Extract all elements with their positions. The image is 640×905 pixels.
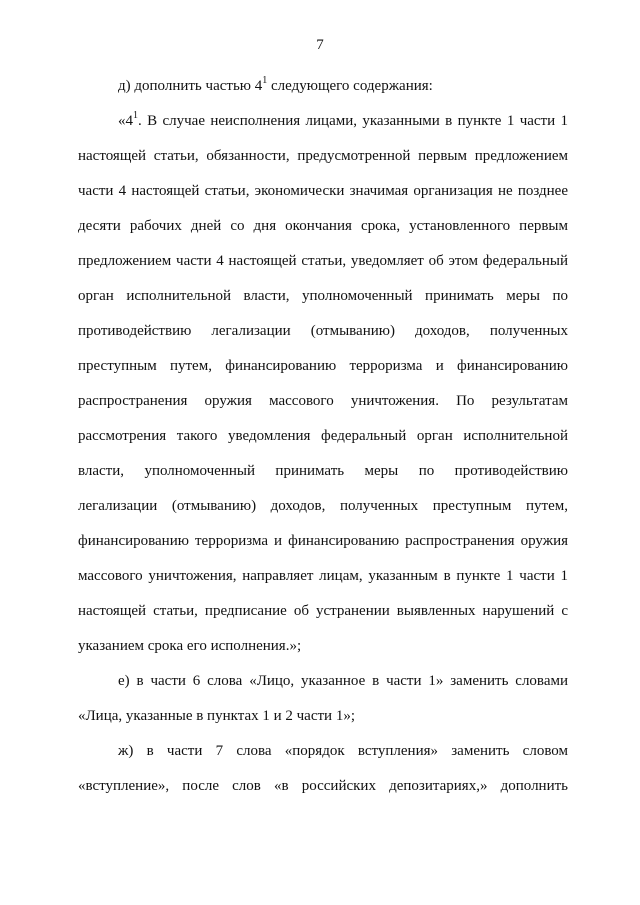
text-line: предложением части 4 настоящей статьи, уведомляет об этом федеральный	[78, 253, 568, 269]
superscript: 1	[133, 110, 138, 121]
paragraph-e-line-1: е) в части 6 слова «Лицо, указанное в части 1» заменить словами	[118, 673, 568, 689]
text-line: массового уничтожения, направляет лицам, указанным в пункте 1 части 1	[78, 568, 568, 584]
text-line: орган исполнительной власти, уполномоченный принимать меры по	[78, 288, 568, 304]
quote-start-text: «4	[118, 113, 133, 129]
paragraph-e-line-2: «Лица, указанные в пунктах 1 и 2 части 1»;	[78, 708, 355, 724]
text-line: преступным путем, финансированию терроризма и финансированию	[78, 358, 568, 374]
superscript: 1	[262, 75, 268, 86]
text-line: власти, уполномоченный принимать меры по противодействию	[78, 463, 568, 479]
text-line: финансированию терроризма и финансированию распространения оружия	[78, 533, 568, 549]
paragraph-d-intro-text: д) дополнить частью 4	[118, 78, 263, 94]
paragraph-zh-line-2: «вступление», после слов «в российских депозитариях,» дополнить	[78, 778, 568, 794]
paragraph-d-intro	[118, 77, 568, 95]
text-line: противодействию легализации (отмыванию) доходов, полученных	[78, 323, 568, 339]
paragraph-d-first-line	[118, 112, 568, 130]
text-line: десяти рабочих дней со дня окончания срока, установленного первым	[78, 218, 568, 234]
text-line: настоящей статьи, обязанности, предусмотренной первым предложением	[78, 148, 568, 164]
text-line-last: указанием срока его исполнения.»;	[78, 638, 302, 654]
paragraph-d-intro-text-end: следующего содержания:	[267, 78, 433, 94]
text-line: легализации (отмыванию) доходов, полученных преступным путем,	[78, 498, 568, 514]
text-line: рассмотрения такого уведомления федеральный орган исполнительной	[78, 428, 568, 444]
paragraph-d-first-line-text: . В случае неисполнения лицами, указанными в пункте 1 части 1	[138, 113, 568, 129]
paragraph-zh-line-1: ж) в части 7 слова «порядок вступления» заменить словом	[118, 743, 568, 759]
text-line: настоящей статьи, предписание об устранении выявленных нарушений с	[78, 603, 568, 619]
text-line: части 4 настоящей статьи, экономически значимая организация не позднее	[78, 183, 568, 199]
page-number: 7	[316, 37, 324, 53]
text-line: распространения оружия массового уничтожения. По результатам	[78, 393, 568, 409]
